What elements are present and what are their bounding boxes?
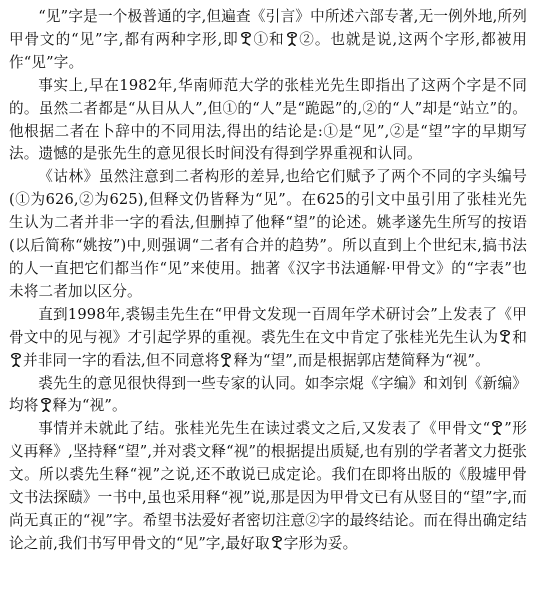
standing-figure-glyph xyxy=(491,421,503,435)
text-run: ”形义再释》,坚持释“望”,并对裘文释“视”的根据提出质疑,也有别的学者著文力挺张文。所以裘先生释“视”之说,还不敢说已成定论。我们在即将出版的《殷墟甲骨文书法探赜》一书中,虽也采用释“视”说,那是因为甲骨文已有从竖目的“望”字,而尚无真正的“视”字。希望书法爱好者密切注意②字的最终结论。而在得出确定结论之前,我们书写甲骨文的“见”字,最好取 xyxy=(9,420,527,552)
kneeling-figure-glyph xyxy=(240,32,252,46)
standing-figure-glyph xyxy=(40,398,52,412)
paragraph xyxy=(9,418,527,555)
paragraph xyxy=(9,6,527,75)
text-run: 裘先生的意见很快得到一些专家的认同。如李宗焜《字编》和刘钊《新编》均将 xyxy=(9,374,527,415)
paragraph xyxy=(9,75,527,167)
text-run: 直到1998年,裘锡圭先生在“甲骨文发现一百周年学术研讨会”上发表了《甲骨文中的见与视》才引起学界的重视。裘先生在文中肯定了张桂光先生认为 xyxy=(9,305,527,346)
text-run: 字形为妥。 xyxy=(283,534,358,552)
article-body xyxy=(9,6,527,556)
text-run: 并非同一字的看法,但不同意将 xyxy=(23,351,220,369)
standing-figure-glyph xyxy=(286,32,298,46)
paragraph xyxy=(9,373,527,419)
text-run: ②。也就是说,这两个字形,都被用作“见”字。 xyxy=(9,30,527,71)
paragraph xyxy=(9,166,527,303)
kneeling-figure-glyph xyxy=(499,330,511,344)
paragraph xyxy=(9,304,527,373)
standing-figure-glyph xyxy=(220,353,232,367)
text-run: ①和 xyxy=(252,30,285,48)
text-run: “见”字是一个极普通的字,但遍查《引言》中所述六部专著,无一例外地,所列甲骨文的“见”字,都有两种字形,即 xyxy=(9,8,527,48)
text-run: 《诂林》虽然注意到二者构形的差异,也给它们赋予了两个不同的字头编号(①为626,②为625),但释文仍皆释为“见”。在625的引文中虽引用了张桂光先生认为二者并非一字的看法,但删掉了他释“望”的论述。姚孝遂先生所写的按语(以后简称“姚按”)中,则强调“二者有合并的趋势”。所以直到上个世纪末,搞书法的人一直把它们都当作“见”来使用。拙著《汉字书法通解·甲骨文》的“字表”也未将二者加以区分。 xyxy=(9,168,527,300)
standing-figure-glyph xyxy=(10,353,22,367)
kneeling-figure-glyph xyxy=(271,536,283,550)
text-run: 事实上,早在1982年,华南师范大学的张桂光先生即指出了这两个字是不同的。虽然二者都是“从目从人”,但①的“人”是“跪跽”的,②的“人”却是“站立”的。他根据二者在卜辞中的不同用法,得出的结论是:①是“见”,②是“望”字的早期写法。遗憾的是张先生的意见很长时间没有得到学界重视和认同。 xyxy=(9,76,527,163)
text-run: 事情并未就此了结。张桂光先生在读过裘文之后,又发表了《甲骨文“ xyxy=(38,420,491,438)
text-run: 和 xyxy=(512,328,527,346)
text-run: 释为“视”。 xyxy=(52,397,127,415)
text-run: 释为“望”,而是根据郭店楚简释为“视”。 xyxy=(233,351,490,369)
